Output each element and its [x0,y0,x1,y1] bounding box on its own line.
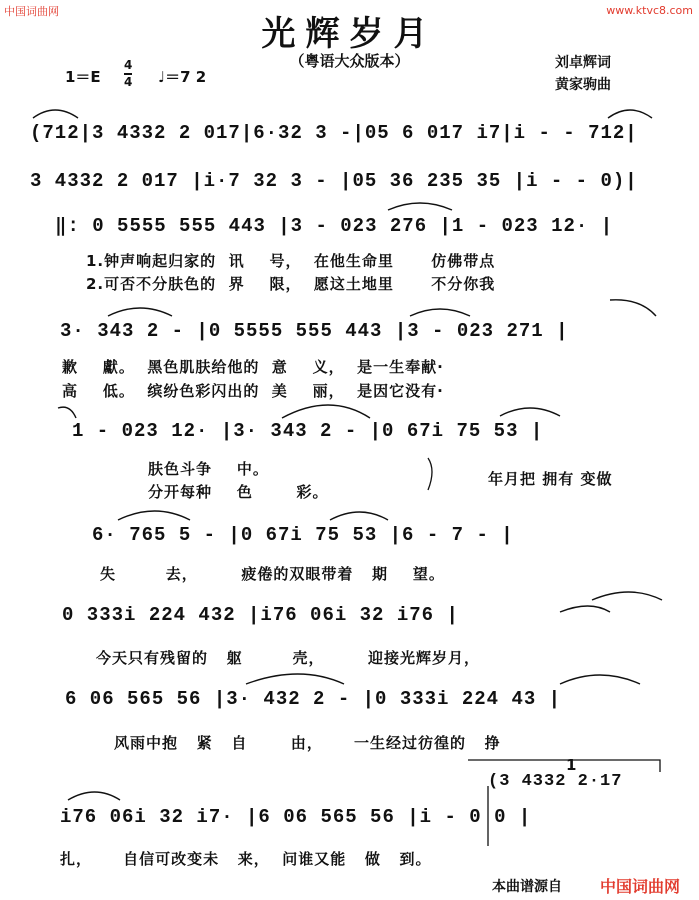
lyric-row-5-verse-1: 肤色斗争 中。 [148,460,269,478]
score-row-9-alternate: (3 4332 2·17 [488,772,623,791]
score-row-8: 6 06 565 56 |3· 432 2 - |0 333i 224 43 | [65,688,562,710]
score-row-7: 0 333i 224 432 |i76 06i 32 i76 | [62,604,459,626]
lyric-row-8: 风雨中抱 紧 自 由， 一生经过彷徨的 挣 [114,734,501,752]
lyric-row-3-verse-2: 2.可否不分肤色的 界 限， 愿这土地里 不分你我 [86,275,496,293]
watermark-left: 中国词曲网 [4,5,59,18]
watermark-right: www.ktvc8.com [606,4,693,17]
score-row-5: 1 - 023 12· |3· 343 2 - |0 67i 75 53 | [72,420,544,442]
score-row-4: 3· 343 2 - |0 5555 555 443 |3 - 023 271 | [60,320,569,342]
lyric-row-7: 今天只有残留的 躯 壳， 迎接光辉岁月， [96,649,481,667]
lyric-row-5-verse-2: 分开每种 色 彩。 [148,483,329,501]
composer-credit: 黄家驹曲 [555,77,611,93]
score-row-6: 6· 765 5 - |0 67i 75 53 |6 - 7 - | [92,524,514,546]
footer-source-label: 本曲谱源自 [492,879,562,895]
song-title: 光辉岁月 [261,14,438,54]
footer-site-name: 中国词曲网 [600,877,681,896]
song-subtitle: （粤语大众版本） [289,52,410,70]
lyric-row-3-verse-1: 1.钟声响起归家的 讯 号， 在他生命里 仿佛带点 [86,252,496,270]
lyricist-credit: 刘卓辉词 [555,55,611,71]
score-row-3: ‖: 0 5555 555 443 |3 - 023 276 |1 - 023 12· | [55,215,614,237]
lyric-row-9: 扎， 自信可改变未 来， 问谁又能 做 到。 [60,850,432,868]
lyric-row-5-transition: 年月把 拥有 变做 [488,470,613,488]
score-row-2: 3 4332 2 017 |i·7 32 3 - |05 36 235 35 |i - - 0)| [30,170,638,192]
lyric-row-4-verse-1: 歉 獻。 黑色肌肤给他的 意 义， 是一生奉献· [62,358,444,376]
lyric-row-4-verse-2: 高 低。 缤纷色彩闪出的 美 丽， 是因它没有· [62,382,444,400]
time-signature-top: 4 [124,58,133,72]
lyric-row-6: 失 去， 疲倦的双眼带着 期 望。 [100,565,445,583]
score-row-9: i76 06i 32 i7· |6 06 565 56 |i - 0 0 | [60,806,532,828]
volta-ending-number: 1 [566,756,578,774]
time-signature-bottom: 4 [124,75,133,89]
key-signature: 1＝E [65,68,101,86]
score-row-1: (712|3 4332 2 017|6·32 3 -|05 6 017 i7|i - - 712| [30,122,638,144]
tempo-marking: ♩＝7 2 [158,68,207,86]
